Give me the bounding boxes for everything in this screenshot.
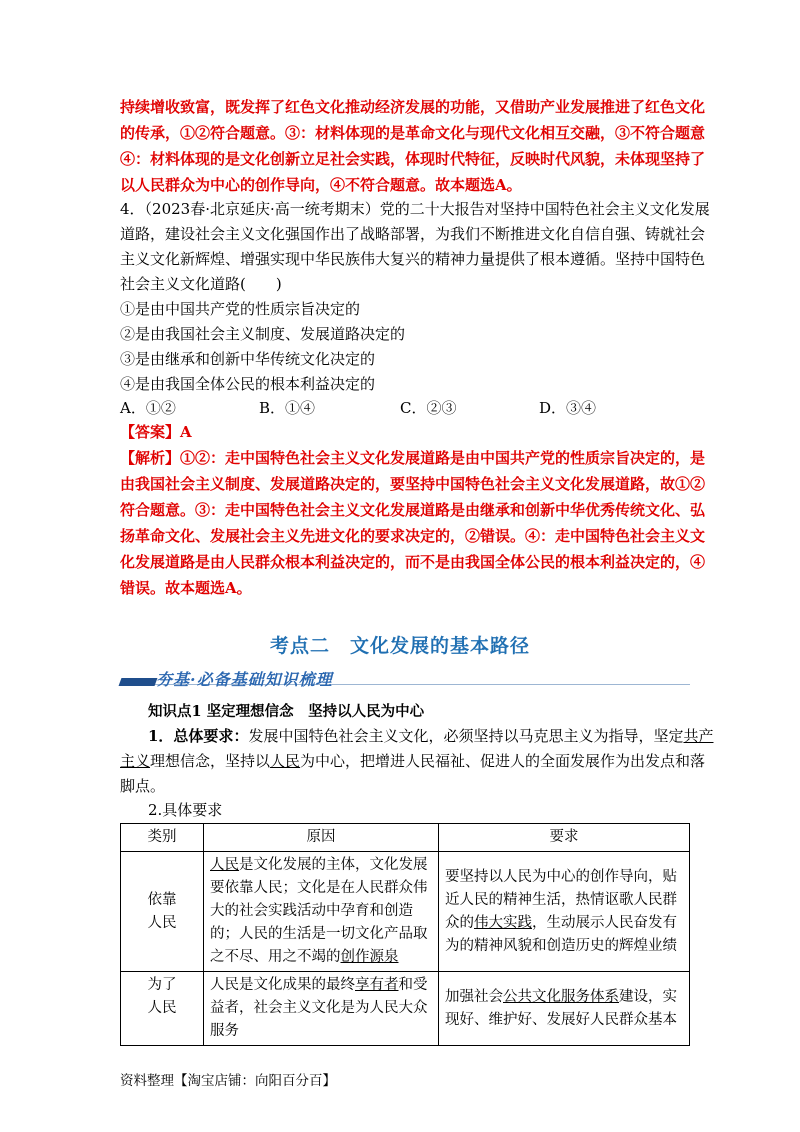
- reason-text: 是文化发展的主体，文化发展要依靠人民；文化是在人民群众伟大的社会实践活动中孕育和创造的；人民的生活是一切文化产品取之不尽、用之不竭的: [210, 857, 428, 965]
- option-d: D．③④: [539, 399, 597, 417]
- table-row: [121, 852, 690, 972]
- category-cell: [121, 852, 204, 972]
- analysis-line: [120, 446, 706, 470]
- option-b: B．①④: [259, 399, 316, 417]
- category-text: 人民: [147, 1000, 177, 1016]
- question-stem-line: 社会主义文化道路( ): [120, 275, 282, 293]
- requirement-cell: [439, 852, 690, 972]
- banner-stripe: [119, 678, 158, 686]
- knowledge-point-heading: 知识点1 坚定理想信念 坚持以人民为中心: [148, 703, 425, 720]
- answer: [120, 420, 690, 444]
- underlined-term: 人民: [270, 752, 301, 770]
- reason-cell: [204, 852, 439, 972]
- category-text: 人民: [147, 914, 177, 931]
- analysis-line: 由我国社会主义制度、发展道路决定的，要坚持中国特色社会主义文化发展道路，故①②: [120, 475, 706, 493]
- reason-text: 人民是文化成果的最终: [210, 977, 355, 993]
- requirement-1-line: [148, 724, 714, 748]
- underlined-term: 伟大实践: [474, 914, 532, 931]
- answer-label: 【答案】: [120, 423, 181, 441]
- header-category: 类别: [121, 824, 204, 852]
- table-header-row: [121, 824, 690, 852]
- question-item: ①是由中国共产党的性质宗旨决定的: [120, 300, 361, 318]
- underlined-term: 创作源泉: [340, 949, 399, 965]
- question-stem-line: 道路，建设社会主义文化强国作出了战略部署，为我们不断推进文化自信自强、铸就社会: [120, 225, 706, 243]
- table-row: [121, 972, 690, 1046]
- answer-value: A: [180, 423, 192, 441]
- requirement-1-text: 为中心，把增进人民福祉、促进人的全面发展作为出发点和落: [300, 752, 706, 770]
- requirement-text: 加强社会: [445, 988, 503, 1005]
- option-c: C．②③: [400, 399, 457, 417]
- requirement-1-line: 脚点。: [120, 777, 166, 795]
- requirement-cell: [439, 972, 690, 1046]
- underlined-term: 人民: [210, 857, 239, 873]
- question-item: ③是由继承和创新中华传统文化决定的: [120, 350, 376, 368]
- requirement-text: ，生动展示人民奋发有为的精神风貌和创造历史的辉煌业绩: [445, 914, 677, 954]
- reason-cell: [204, 972, 439, 1046]
- question-stem-line: 主义文化新辉煌、增强实现中华民族伟大复兴的精神力量提供了根本遵循。坚持中国特色: [120, 250, 706, 268]
- analysis-line: 化发展道路是由人民群众根本利益决定的，而不是由我国全体公民的根本利益决定的，④: [120, 553, 706, 571]
- requirement-1-text: 理想信念，坚持以: [150, 752, 271, 770]
- section-title: 考点二 文化发展的基本路径: [269, 635, 530, 657]
- option-a: A．①②: [120, 399, 176, 417]
- explanation-line: ④：材料体现的是文化创新立足社会实践，体现时代特征，反映时代风貌，未体现坚持了: [120, 150, 706, 168]
- underlined-term: 公共文化服务体系: [503, 988, 619, 1005]
- header-reason: 原因: [204, 824, 439, 852]
- analysis-label: 【解析】: [120, 449, 181, 467]
- requirement-text: 要坚持以人民为中心的创作导向，贴近人民的精神生活，热情讴歌人民群众的: [445, 868, 677, 931]
- reason-text: 和受益者，社会主义文化是为人民大众服务: [210, 977, 428, 1039]
- section-banner: [120, 666, 690, 694]
- explanation-line: 的传承，①②符合题意。③：材料体现的是革命文化与现代文化相互交融，③不符合题意: [120, 124, 706, 142]
- analysis-text: ①②：走中国特色社会主义文化发展道路是由中国共产党的性质宗旨决定的，是: [180, 449, 706, 467]
- category-cell: [121, 972, 204, 1046]
- category-text: 为了: [147, 977, 177, 993]
- question-item: ④是由我国全体公民的根本利益决定的: [120, 375, 376, 393]
- requirement-1-label: 1．总体要求：: [148, 727, 249, 745]
- underlined-term: 享有者: [355, 977, 399, 993]
- category-text: 依靠: [147, 891, 177, 908]
- requirements-table: [120, 823, 690, 1046]
- requirement-1-line: [120, 749, 706, 773]
- analysis-line: 符合题意。③：走中国特色社会主义文化发展道路是由继承和创新中华优秀传统文化、弘: [120, 501, 706, 519]
- explanation-line: 以人民群众为中心的创作导向，④不符合题意。故本题选A。: [120, 176, 522, 194]
- requirement-2-label: 2.具体要求: [148, 801, 223, 819]
- underlined-term: 共产: [683, 727, 714, 745]
- analysis-line: 扬革命文化、发展社会主义先进文化的要求决定的，②错误。④：走中国特色社会主义文: [120, 527, 706, 545]
- question-stem-line: 4．（2023春·北京延庆·高一统考期末）党的二十大报告对坚持中国特色社会主义文化发展: [120, 200, 710, 218]
- banner-label: 夯基·必备基础知识梳理: [156, 670, 333, 689]
- underlined-term: 主义: [120, 752, 151, 770]
- requirement-1-text: 发展中国特色社会主义文化，必须坚持以马克思主义为指导，坚定: [248, 727, 684, 745]
- question-item: ②是由我国社会主义制度、发展道路决定的: [120, 325, 406, 343]
- explanation-line: 持续增收致富，既发挥了红色文化推动经济发展的功能，又借助产业发展推进了红色文化: [120, 98, 706, 116]
- analysis-line: 错误。故本题选A。: [120, 579, 252, 597]
- header-requirement: 要求: [439, 824, 690, 852]
- page-footer: 资料整理【淘宝店铺：向阳百分百】: [120, 1073, 336, 1089]
- requirement-text: 建设，实现好、维护好、发展好人民群众基本: [445, 988, 677, 1028]
